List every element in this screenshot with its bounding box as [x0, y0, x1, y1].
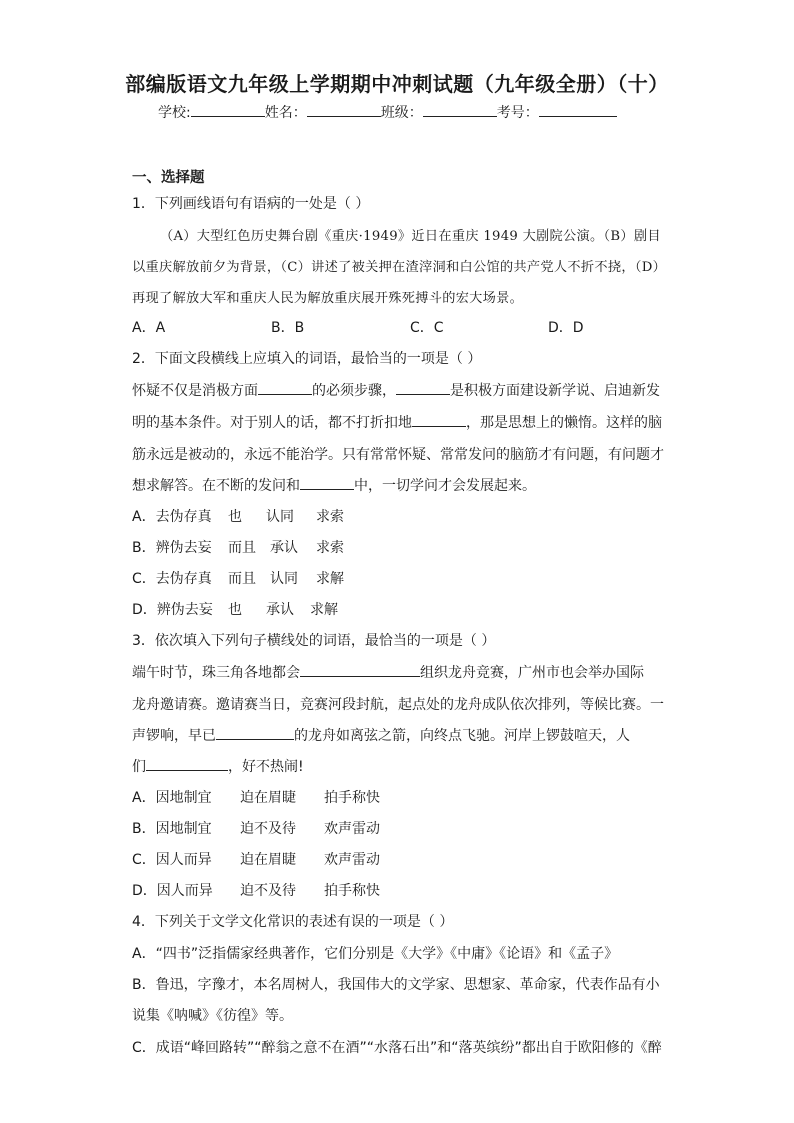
option-word: 欢声雷动 [324, 852, 380, 868]
q2-text: 的必须步骤， [312, 383, 396, 399]
option-word: 迫在眉睫 [240, 790, 296, 806]
class-field[interactable] [423, 102, 497, 117]
q1-option-b[interactable]: B．B [271, 320, 305, 336]
exam-no-field[interactable] [539, 102, 617, 117]
option-word: 迫在眉睫 [240, 852, 296, 868]
q4-stem: 4．下列关于文学文化常识的表述有误的一项是（ ） [132, 914, 454, 930]
q3-para-line-1 [132, 662, 644, 682]
q2-text: 中，一切学问才会发展起来。 [354, 478, 536, 494]
q3-option-a[interactable] [132, 787, 380, 807]
q4-option-a[interactable]: A．“四书”泛指儒家经典著作，它们分别是《大学》《中庸》《论语》和《孟子》 [132, 946, 619, 962]
q3-para-line-4 [132, 756, 304, 776]
q3-blank-1[interactable] [300, 662, 420, 677]
q2-text: 是积极方面建设新学说、启迪新发 [450, 383, 660, 399]
option-word: B．因地制宜 [132, 821, 212, 837]
q2-para-line-1 [132, 380, 660, 400]
q3-option-b[interactable] [132, 818, 380, 838]
section-heading: 一、选择题 [132, 170, 205, 186]
option-word: 迫不及待 [240, 821, 296, 837]
class-label: 班级： [380, 105, 423, 121]
q1-option-d[interactable]: D．D [548, 320, 584, 336]
q1-passage-line-1: （A）大型红色历史舞台剧《重庆·1949》近日在重庆 1949 大剧院公演。（B）剧目 [160, 229, 661, 244]
q1-stem: 1．下列画线语句有语病的一处是（ ） [132, 196, 370, 212]
option-word: 也 [228, 602, 242, 618]
option-word: A．因地制宜 [132, 790, 212, 806]
q3-option-c[interactable] [132, 849, 380, 869]
q2-text: 明的基本条件。对于别人的话，都不打折扣地 [132, 415, 412, 431]
option-word: 求解 [316, 571, 344, 587]
q3-text: 们 [132, 759, 146, 775]
option-word: 而且 [228, 571, 256, 587]
q1-option-c[interactable]: C．C [410, 320, 444, 336]
q3-blank-2[interactable] [216, 725, 294, 740]
q3-blank-3[interactable] [146, 756, 228, 771]
q2-para-line-4 [132, 475, 536, 495]
option-word: 认同 [266, 509, 294, 525]
name-field[interactable] [307, 102, 381, 117]
option-word: 承认 [270, 540, 298, 556]
option-word: D．因人而异 [132, 883, 213, 899]
option-word: 求索 [316, 540, 344, 556]
option-word: D．辨伪去妄 [132, 602, 213, 618]
q2-para-line-3: 筋永远是被动的，永远不能治学。只有常常怀疑、常常发问的脑筋才有问题，有问题才 [132, 447, 664, 463]
q2-blank-3[interactable] [412, 412, 466, 427]
q3-para-line-3 [132, 725, 630, 745]
option-word: 而且 [228, 540, 256, 556]
student-info-line [158, 102, 617, 122]
q3-text: 组织龙舟竞赛，广州市也会举办国际 [420, 665, 644, 681]
q1-passage-line-3: 再现了解放大军和重庆人民为解放重庆展开殊死搏斗的宏大场景。 [132, 291, 524, 306]
q3-text: 声锣响，早已 [132, 728, 216, 744]
option-word: C．因人而异 [132, 852, 212, 868]
q2-blank-2[interactable] [396, 380, 450, 395]
q3-text: ，好不热闹! [228, 759, 304, 775]
q3-stem: 3．依次填入下列句子横线处的词语，最恰当的一项是（ ） [132, 633, 496, 649]
q2-option-c[interactable] [132, 568, 344, 588]
option-word: B．辨伪去妄 [132, 540, 212, 556]
q2-para-line-2 [132, 412, 662, 432]
option-word: 迫不及待 [240, 883, 296, 899]
q2-text: ，那是思想上的懒惰。这样的脑 [466, 415, 662, 431]
option-word: 承认 [266, 602, 294, 618]
q2-text: 想求解答。在不断的发问和 [132, 478, 300, 494]
q4-option-c[interactable]: C．成语“峰回路转”“醉翁之意不在酒”“水落石出”和“落英缤纷”都出自于欧阳修的《醉 [132, 1040, 662, 1056]
q2-option-a[interactable] [132, 506, 344, 526]
option-word: C．去伪存真 [132, 571, 212, 587]
q3-text: 端午时节，珠三角各地都会 [132, 665, 300, 681]
q3-option-d[interactable] [132, 880, 380, 900]
q4-option-b-cont: 说集《呐喊》《彷徨》等。 [132, 1008, 293, 1024]
option-word: 拍手称快 [324, 883, 380, 899]
option-word: 认同 [270, 571, 298, 587]
name-label: 姓名： [264, 105, 307, 121]
option-word: 欢声雷动 [324, 821, 380, 837]
q1-option-a[interactable]: A．A [132, 320, 166, 336]
q3-para-line-2: 龙舟邀请赛。邀请赛当日，竞赛河段封航，起点处的龙舟成队依次排列，等候比赛。一 [132, 697, 664, 713]
q4-option-b[interactable]: B．鲁迅，字豫才，本名周树人，我国伟大的文学家、思想家、革命家，代表作品有小 [132, 977, 660, 993]
q1-passage-line-2: 以重庆解放前夕为背景，（C）讲述了被关押在渣滓洞和白公馆的共产党人不折不挠，（D） [132, 260, 667, 275]
option-word: 求解 [310, 602, 338, 618]
option-word: 也 [228, 509, 242, 525]
school-field[interactable] [191, 102, 265, 117]
school-label: 学校: [158, 105, 191, 121]
q2-blank-4[interactable] [300, 475, 354, 490]
q2-stem: 2．下面文段横线上应填入的词语，最恰当的一项是（ ） [132, 351, 482, 367]
option-word: A．去伪存真 [132, 509, 212, 525]
q2-text: 怀疑不仅是消极方面 [132, 383, 258, 399]
option-word: 拍手称快 [324, 790, 380, 806]
option-word: 求索 [316, 509, 344, 525]
q2-blank-1[interactable] [258, 380, 312, 395]
q3-text: 的龙舟如离弦之箭，向终点飞驰。河岸上锣鼓喧天，人 [294, 728, 630, 744]
page-title: 部编版语文九年级上学期期中冲刺试题（九年级全册）（十） [125, 72, 669, 96]
q2-option-b[interactable] [132, 537, 344, 557]
q2-option-d[interactable] [132, 599, 338, 619]
exam-no-label: 考号： [496, 105, 539, 121]
